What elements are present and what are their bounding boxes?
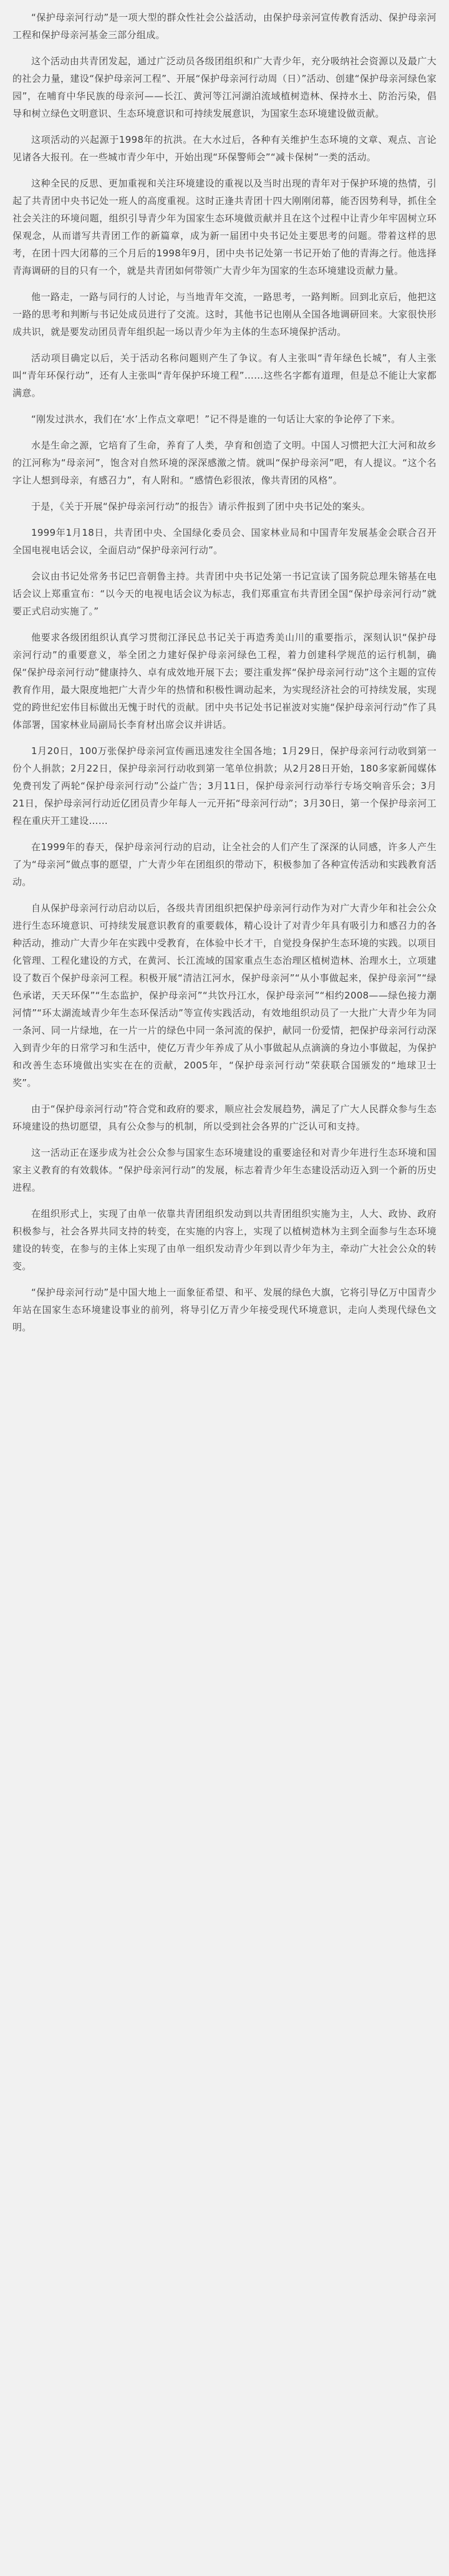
paragraph-mother-river: 水是生命之源，它培育了生命，养育了人类，孕育和创造了文明。中国人习惯把大江大河和故乡的江河称为“母亲河”，饱含对自然环境的深深感激之情。就叫“保护母亲河”吧，有人提议。“这个名字让人想到母亲，有感召力”，有人附和。“感情色彩很浓，像共青团的风格”。 bbox=[12, 440, 437, 486]
paragraph-recognition: 由于“保护母亲河行动”符合党和政府的要求，顺应社会发展趋势，满足了广大人民群众参与生态环境建设的热切愿望，具有公众参与的机制，所以受到社会各界的广泛认可和支持。 bbox=[12, 1103, 437, 1132]
paragraph-conference: 会议由书记处常务书记巴音朝鲁主持。共青团中央书记处第一书记宣读了国务院总理朱镕基在电话会议上郑重宣布：“以今天的电视电话会议为标志，我们郑重宣布共青团全国“保护母亲河行动”就要正式启动实施了。” bbox=[12, 571, 437, 617]
paragraph-reflection: 这种全民的反思、更加重视和关注环境建设的重视以及当时出现的青年对于保护环境的热情，引起了共青团中央书记处一班人的高度重视。这时正逢共青团十四大刚刚闭幕，能否因势利导，抓住全社会关注的环境问题，组织引导青少年为国家生态环境做贡献并且在这个过程中让青少年牢固树立环保观念，从而谱写共青团工作的新篇章，成为新一届团中央书记处主要思考的问题。带着这样的思考，在团十四大闭幕的三个月后的1998年9月，团中央书记处第一书记开始了他的青海之行。他选择青海调研的目的只有一个，就是共青团如何带领广大青少年为国家的生态环境建设贡献力量。 bbox=[12, 178, 437, 276]
paragraph-transformation: 在组织形式上，实现了由单一依靠共青团组织发动到以共青团组织实施为主，人大、政协、政府积极参与，社会各界共同支持的转变，在实施的内容上，实现了以植树造林为主到全面参与生态环境建设的转变，在参与的主体上实现了由单一组织发动青少年到以青少年为主，牵动广大社会公众的转变。 bbox=[12, 1208, 437, 1272]
paragraph-consensus: 他一路走，一路与同行的人讨论，与当地青年交流，一路思考，一路判断。回到北京后，他把这一路的思考和判断与书记处成员进行了交流。这时，其他书记也刚从全国各地调研回来。大家很快形成共识，就是要发动团员青年组织起一场以青少年为主体的生态环境保护活动。 bbox=[12, 291, 437, 337]
paragraph-conclusion: “保护母亲河行动”是中国大地上一面象征希望、和平、发展的绿色大旗，它将引导亿万中国青少年站在国家生态环境建设事业的前列，将导引亿万青少年接受现代环境意识，走向人类现代绿色文明。 bbox=[12, 1287, 437, 1333]
paragraph-new-stage: 这一活动正在逐步成为社会公众参与国家生态环境建设的重要途径和对青少年进行生态环境和国家主义教育的有效载体。“保护母亲河行动”的发展，标志着青少年生态建设活动迈入到一个新的历史进程。 bbox=[12, 1147, 437, 1193]
paragraph-report: 于是，《关于开展“保护母亲河行动”的报告》请示件报到了团中央书记处的案头。 bbox=[31, 501, 371, 512]
paragraph-requirements: 他要求各级团组织认真学习贯彻江泽民总书记关于再造秀美山川的重要指示，深刻认识“保护母亲河行动”的重要意义，举全团之力建好保护母亲河绿色工程，着力创建科学规范的运行机制，确保“保护母亲河行动”健康持久、卓有成效地开展下去；要注重发挥“保护母亲河行动”这个主题的宣传教育作用，最大限度地把广大青少年的热情和积极性调动起来，为实现经济社会的可持续发展，实现党的跨世纪宏伟目标做出无愧于时代的贡献。团中央书记处书记崔波对实施“保护母亲河行动”作了具体部署，国家林业局副局长李育材出席会议并讲话。 bbox=[12, 632, 437, 730]
paragraph-spring-1999: 在1999年的春天，保护母亲河行动的启动，让全社会的人们产生了深深的认同感，许多人产生了为“母亲河”做点事的愿望，广大青少年在团组织的带动下，积极参加了各种宣传活动和实践教育活动。 bbox=[12, 841, 437, 888]
paragraph-naming-debate: 活动项目确定以后，关于活动名称问题则产生了争议。有人主张叫“青年绿色长城”，有人主张叫“青年环保行动”，还有人主张叫“青年保护环境工程”……这些名字都有道理，但是总不能让大家都满意。 bbox=[12, 352, 437, 399]
paragraph-timeline: 1月20日，100万张保护母亲河宣传画迅速发往全国各地；1月29日，保护母亲河行动收到第一份个人捐款；2月22日，保护母亲河行动收到第一笔单位捐款；从2月28日开始，180多家新闻媒体免费刊发了两轮“保护母亲河行动”公益广告；3月11日，保护母亲河行动举行专场交响音乐会；3月21日，保护母亲河行动近亿团员青少年每人一元开拓“母亲河行动”；3月30日，第一个保护母亲河工程在重庆开工建设…… bbox=[12, 745, 437, 826]
paragraph-intro: “保护母亲河行动”是一项大型的群众性社会公益活动，由保护母亲河宣传教育活动、保护母亲河工程和保护母亲河基金三部分组成。 bbox=[12, 12, 437, 41]
paragraph-water-idea: “刚发过洪水，我们在‘水’上作点文章吧！”记不得是谁的一句话让大家的争论停了下来。 bbox=[31, 414, 401, 425]
paragraph-origin: 这项活动的兴起源于1998年的抗洪。在大水过后，各种有关维护生态环境的文章、观点、言论见诸各大报刊。在一些城市青少年中，开始出现“环保警师会”“减卡保树”一类的活动。 bbox=[12, 134, 437, 163]
paragraph-initiation: 这个活动由共青团发起，通过广泛动员各级团组织和广大青少年，充分吸纳社会资源以及最广大的社会力量，建设“保护母亲河工程”、开展“保护母亲河行动周（日）”活动、创建“保护母亲河绿色家园”，在哺育中华民族的母亲河——长江、黄河等江河湖泊流域植树造林、保持水土、防治污染，倡导和树立绿色文明意识、生态环境意识和可持续发展意识，为国家生态环境建设做贡献。 bbox=[12, 56, 437, 119]
paragraph-activities: 自从保护母亲河行动启动以后，各级共青团组织把保护母亲河行动作为对广大青少年和社会公众进行生态环境意识、可持续发展意识教育的重要载体，精心设计了对青少年具有吸引力和感召力的各种活动，推动广大青少年在实践中受教育，在体验中长才干，自觉投身保护生态环境的实践。以项目化管理、工程化建设的方式，在黄河、长江流域的国家重点生态治理区植树造林、治理水土，立项建设了数百个保护母亲河工程。积极开展“清洁江河水，保护母亲河”“从小事做起来，保护母亲河”“绿色承诺，天天环保”“生态监护，保护母亲河”“共饮丹江水，保护母亲河”“相约2008——绿色接力潮河情”“环太湖流域青少年生态环保活动”等宣传实践活动，有效地组织动员了一大批广大青少年为同一条河、同一片绿地，在一片一片的绿色中同一条河流的保护，献同一份爱情，把保护母亲河行动深入到青少年的日常学习和生活中，使亿万青少年养成了从小事做起从点滴滴的身边小事做起，为保护和改善生态环境做出实实在在的贡献，2005年，“保护母亲河行动”荣获联合国颁发的“地球卫士奖”。 bbox=[12, 903, 437, 1088]
paragraph-launch: 1999年1月18日，共青团中央、全国绿化委员会、国家林业局和中国青年发展基金会联合召开全国电视电话会议，全面启动“保护母亲河行动”。 bbox=[12, 527, 437, 556]
